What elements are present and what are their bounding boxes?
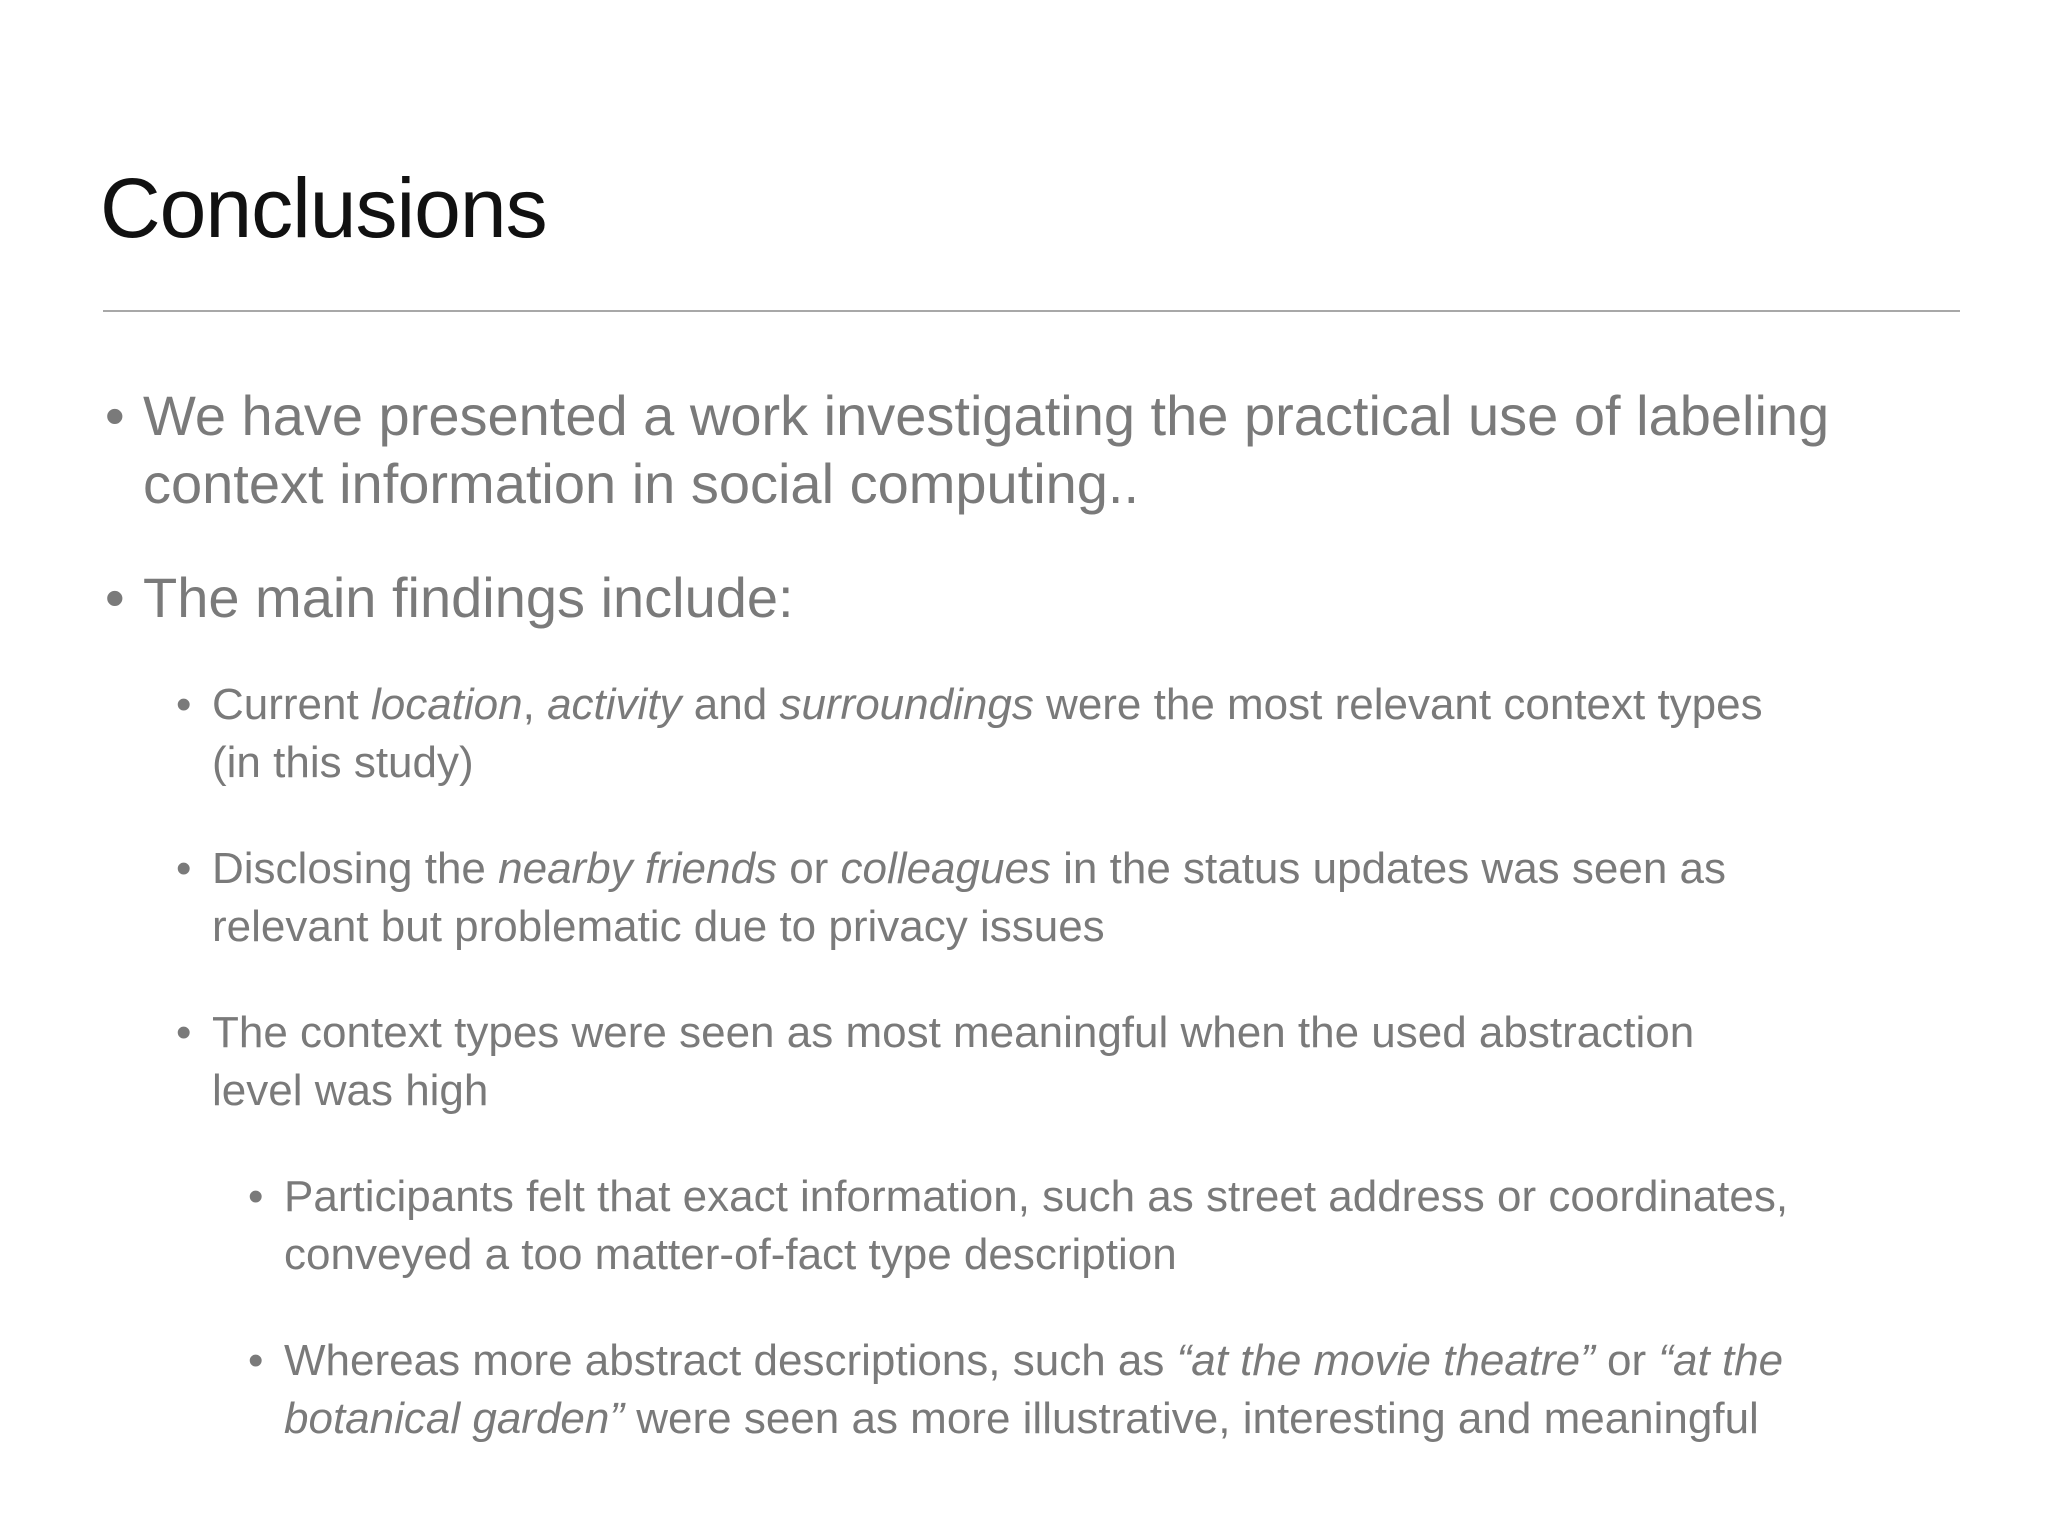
bullet-findings-heading: [105, 564, 794, 632]
title-divider: [103, 310, 1960, 312]
bullet-dot: •: [105, 566, 125, 629]
bullet-line-1: Participants felt that exact information, such as street address or coordinates,: [284, 1172, 1789, 1221]
bullet-line-1: Current location, activity and surroundings were the most relevant context types: [212, 680, 1763, 729]
bullet-line-2: (in this study): [212, 738, 474, 787]
bullet-line-2: context information in social computing..: [143, 452, 1140, 515]
emphasis-surroundings: surroundings: [779, 680, 1034, 729]
bullet-line-1: The main findings include:: [143, 566, 794, 629]
bullet-dot: •: [248, 1336, 264, 1385]
bullet-text: [143, 382, 1829, 518]
bullet-line-1: We have presented a work investigating the practical use of labeling: [143, 384, 1830, 447]
bullet-line-1: Whereas more abstract descriptions, such as “at the movie theatre” or “at the: [284, 1336, 1784, 1385]
bullet-text: [212, 676, 1763, 792]
bullet-text: [284, 1168, 1788, 1284]
bullet-text: [212, 1004, 1694, 1120]
bullet-line-1: Disclosing the nearby friends or colleagues in the status updates was seen as: [212, 844, 1727, 893]
bullet-finding-1: [176, 676, 1763, 792]
bullet-line-2: botanical garden” were seen as more illustrative, interesting and meaningful: [284, 1394, 1759, 1443]
bullet-line-2: conveyed a too matter-of-fact type description: [284, 1230, 1177, 1279]
slide-title: Conclusions: [100, 161, 547, 255]
bullet-dot: •: [248, 1172, 264, 1221]
bullet-dot: •: [105, 384, 125, 447]
bullet-finding-2: [176, 840, 1727, 956]
bullet-line-1: The context types were seen as most meaningful when the used abstraction: [212, 1008, 1695, 1057]
bullet-intro: [105, 382, 1830, 518]
bullet-text: [143, 564, 794, 632]
bullet-dot: •: [176, 1008, 192, 1057]
bullet-dot: •: [176, 844, 192, 893]
bullet-finding-3: [176, 1004, 1695, 1120]
bullet-sub-1: [248, 1168, 1789, 1284]
bullet-sub-2: [248, 1332, 1784, 1448]
bullet-line-2: level was high: [212, 1066, 489, 1115]
bullet-line-2: relevant but problematic due to privacy issues: [212, 902, 1105, 951]
emphasis-location: location: [370, 680, 523, 729]
emphasis-colleagues: colleagues: [840, 844, 1051, 893]
emphasis-at-the: “at the: [1658, 1336, 1784, 1385]
emphasis-activity: activity: [547, 680, 682, 729]
emphasis-botanical-garden: botanical garden”: [284, 1394, 625, 1443]
bullet-dot: •: [176, 680, 192, 729]
bullet-text: [212, 840, 1726, 956]
emphasis-movie-theatre: “at the movie theatre”: [1176, 1336, 1595, 1385]
bullet-text: [284, 1332, 1783, 1448]
emphasis-nearby-friends: nearby friends: [498, 844, 777, 893]
